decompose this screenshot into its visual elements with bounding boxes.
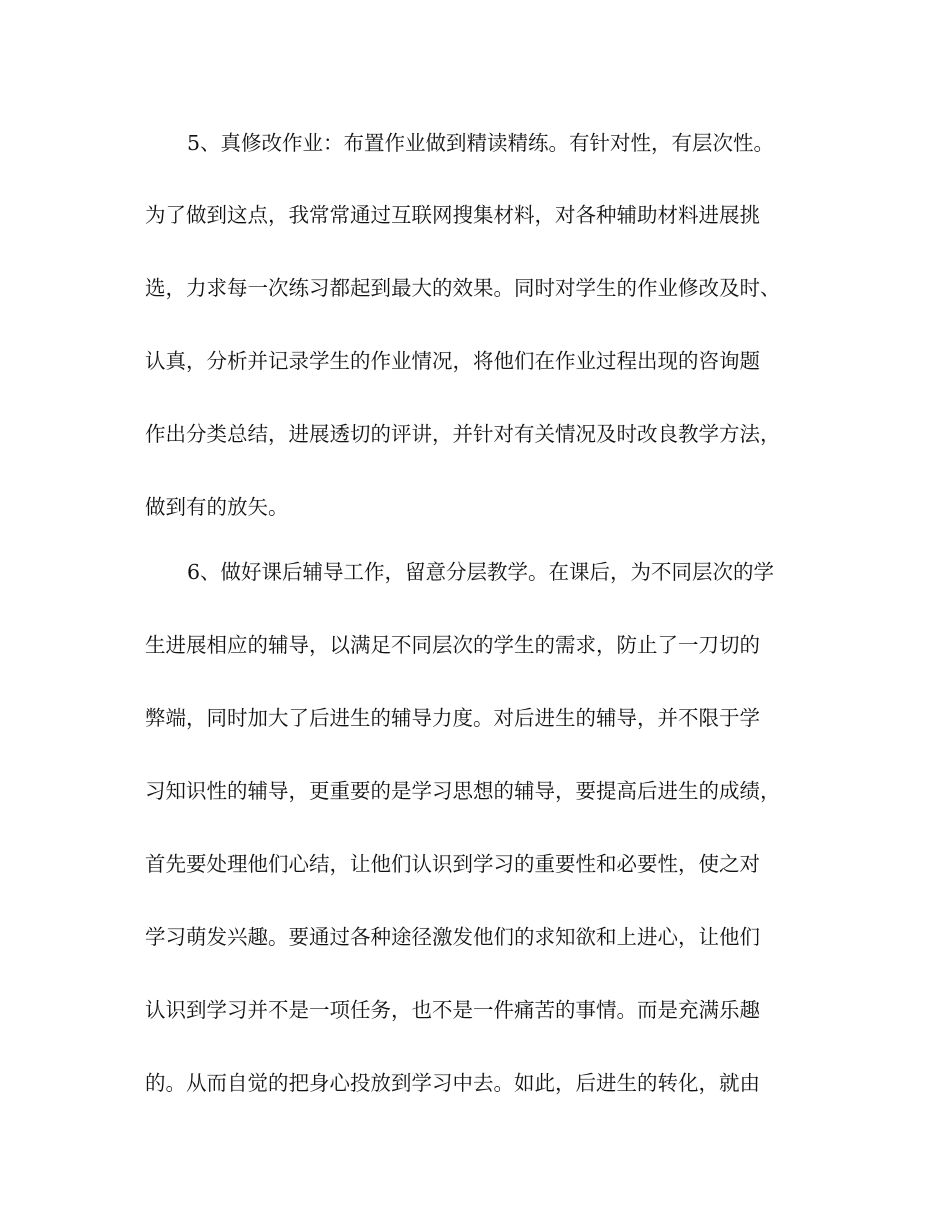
paragraph-5-line-1: 5、真修改作业：布置作业做到精读精练。有针对性，有层次性。	[187, 131, 775, 155]
paragraph-6-line-4: 习知识性的辅导，更重要的是学习思想的辅导，要提高后进生的成绩，	[145, 779, 781, 803]
paragraph-5-line-6: 做到有的放矢。	[145, 495, 289, 519]
paragraph-5-line-3: 选，力求每一次练习都起到最大的效果。同时对学生的作业修改及时、	[145, 276, 781, 300]
paragraph-6-line-8: 的。从而自觉的把身心投放到学习中去。如此，后进生的转化，就由	[145, 1071, 760, 1095]
paragraph-5-line-5: 作出分类总结，进展透切的评讲，并针对有关情况及时改良教学方法，	[145, 422, 781, 446]
paragraph-6-line-1: 6、做好课后辅导工作，留意分层教学。在课后，为不同层次的学	[187, 560, 775, 584]
paragraph-6-line-7: 认识到学习并不是一项任务，也不是一件痛苦的事情。而是充满乐趣	[145, 998, 760, 1022]
paragraph-6-line-3: 弊端，同时加大了后进生的辅导力度。对后进生的辅导，并不限于学	[145, 706, 760, 730]
paragraph-6-line-5: 首先要处理他们心结，让他们认识到学习的重要性和必要性，使之对	[145, 852, 760, 876]
paragraph-6-line-2: 生进展相应的辅导，以满足不同层次的学生的需求，防止了一刀切的	[145, 633, 760, 657]
paragraph-5-line-2: 为了做到这点，我常常通过互联网搜集材料，对各种辅助材料进展挑	[145, 203, 760, 227]
paragraph-5-line-4: 认真，分析并记录学生的作业情况，将他们在作业过程出现的咨询题	[145, 349, 760, 373]
paragraph-6-line-6: 学习萌发兴趣。要通过各种途径激发他们的求知欲和上进心，让他们	[145, 925, 760, 949]
